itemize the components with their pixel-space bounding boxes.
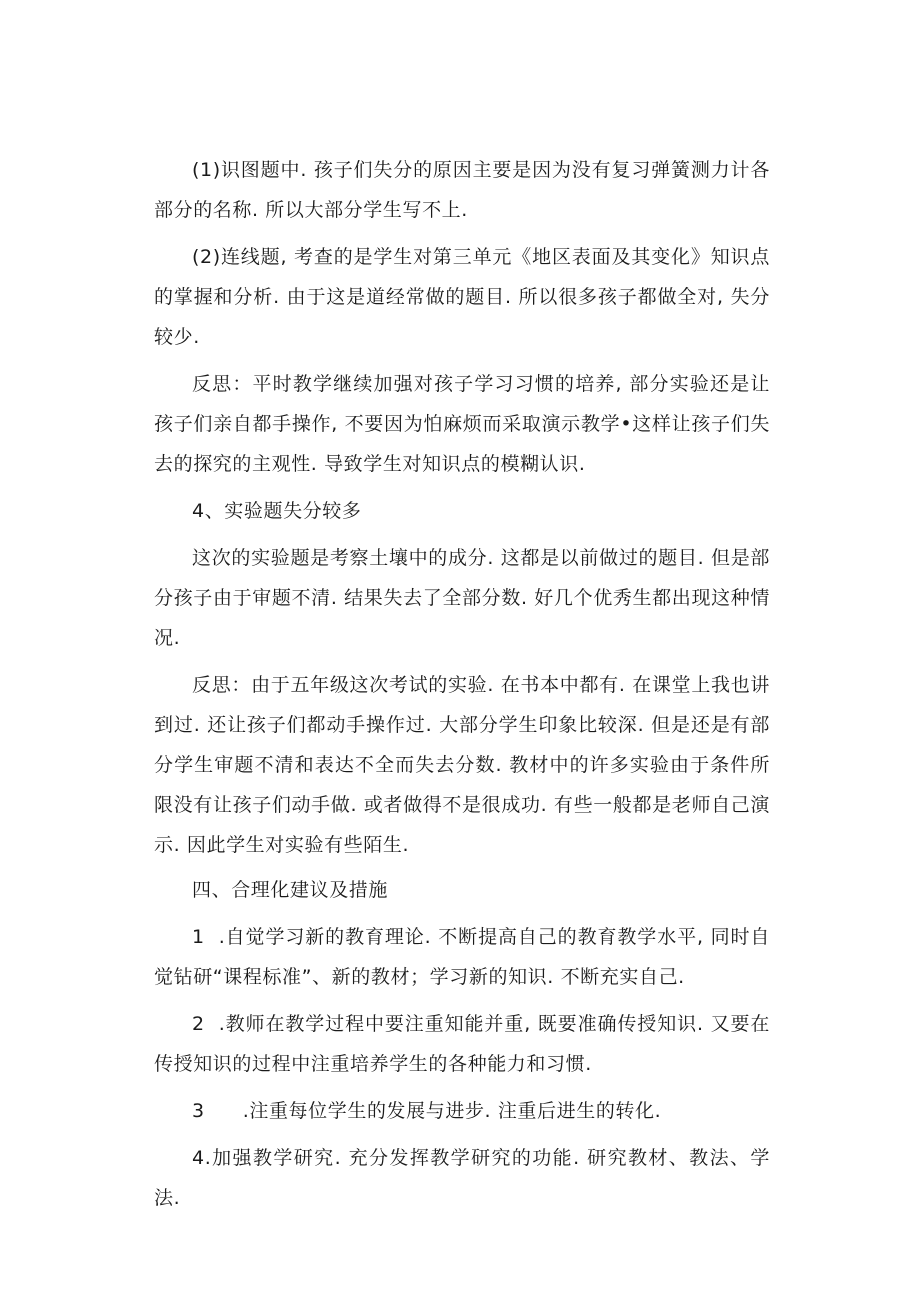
- suggestion-number: 4: [192, 1147, 205, 1169]
- suggestion-number: 2: [192, 1013, 205, 1035]
- suggestion-number: 3: [192, 1100, 205, 1122]
- suggestion-item: [154, 917, 770, 997]
- suggestion-item: [154, 1004, 770, 1084]
- paragraph-matching-question: (2)连线题, 考查的是学生对第三单元《地区表面及其变化》知识点的掌握和分析. 由于这是道经常做的题目. 所以很多孩子都做全对, 失分较少.: [154, 246, 770, 348]
- suggestion-item: [154, 1138, 770, 1218]
- suggestion-text: .教师在教学过程中要注重知能并重, 既要准确传授知识. 又要在传授知识的过程中注重培养学生的各种能力和习惯.: [154, 1013, 770, 1075]
- paragraph-reflection-1: 反思：平时教学继续加强对孩子学习习惯的培养, 部分实验还是让孩子们亲自都手操作, 不要因为怕麻烦而采取演示教学•这样让孩子们失去的探究的主观性. 导致学生对知识点的模糊认识.: [154, 373, 770, 475]
- paragraph-recognition-question: (1)识图题中. 孩子们失分的原因主要是因为没有复习弹簧测力计各部分的名称. 所以大部分学生写不上.: [154, 159, 770, 221]
- suggestion-number: 1: [192, 926, 205, 948]
- section-heading-experiment: 4、实验题失分较多: [192, 500, 362, 522]
- section-heading-suggestions: 四、合理化建议及措施: [192, 879, 389, 901]
- paragraph-reflection-2: 反思：由于五年级这次考试的实验. 在书本中都有. 在课堂上我也讲到过. 还让孩子们都动手操作过. 大部分学生印象比较深. 但是还是有部分学生审题不清和表达不全而失去分数. 教材中的许多实验由于条件所限没有让孩子们动手做. 或者做得不是很成功. 有些一般都是老师自己演示. 因此学生对实验有些陌生.: [154, 674, 770, 856]
- suggestion-text: .注重每位学生的发展与进步. 注重后进生的转化.: [242, 1100, 662, 1122]
- document-body: [154, 150, 770, 1218]
- paragraph-experiment: 这次的实验题是考察土壤中的成分. 这都是以前做过的题目. 但是部分孩子由于审题不清. 结果失去了全部分数. 好几个优秀生都出现这种情况.: [154, 547, 770, 649]
- suggestion-text: .加强教学研究. 充分发挥教学研究的功能. 研究教材、教法、学法.: [154, 1147, 770, 1209]
- suggestion-text: .自觉学习新的教育理论. 不断提高自己的教育教学水平, 同时自觉钻研“课程标准”、新的教材；学习新的知识. 不断充实自己.: [154, 926, 770, 988]
- suggestion-item: [154, 1091, 770, 1131]
